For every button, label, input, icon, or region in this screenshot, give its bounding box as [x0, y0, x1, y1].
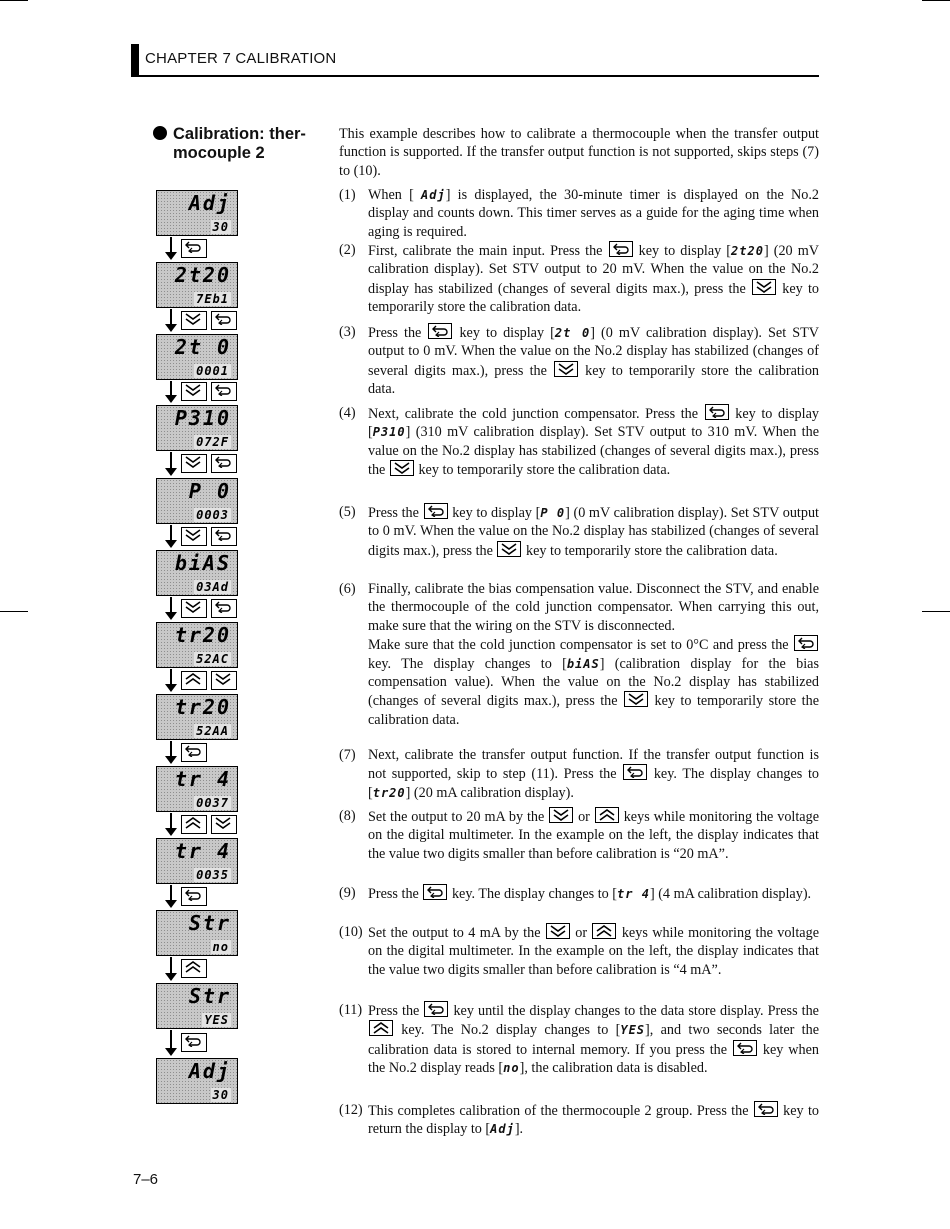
lcd-row2: 30	[212, 220, 229, 234]
mode-key-icon	[181, 743, 207, 762]
key-sequence	[180, 311, 240, 333]
mode-key-icon	[423, 884, 447, 900]
intro-paragraph: This example describes how to calibrate a thermocouple when the transfer output function is supported. If the transfer output function is not supported, skips steps (7) to (10).	[339, 126, 819, 179]
segment-text: no	[503, 1061, 520, 1076]
lcd-row2: 0037	[196, 796, 229, 810]
step-number: (12)	[339, 1102, 363, 1118]
step-item	[339, 580, 819, 729]
lcd-display	[156, 1058, 238, 1104]
segment-text: Adj	[490, 1122, 515, 1137]
flow-arrow	[164, 381, 178, 403]
key-sequence	[180, 239, 210, 261]
segment-text: biAS	[566, 656, 600, 671]
flow-arrow	[164, 1030, 178, 1056]
chapter-heading: CHAPTER 7 CALIBRATION	[145, 50, 337, 67]
lcd-row1: biAS	[174, 551, 231, 575]
mode-key-icon	[181, 1033, 207, 1052]
flow-arrow	[164, 669, 178, 692]
lcd-row1: tr 4	[174, 839, 231, 863]
step-number: (4)	[339, 405, 356, 421]
bullet-icon	[153, 126, 167, 140]
mode-key-icon	[705, 404, 729, 420]
key-sequence	[180, 671, 240, 693]
down-key-icon	[181, 527, 207, 546]
step-number: (10)	[339, 924, 363, 940]
lcd-row1: 2t 0	[174, 335, 231, 359]
step-text: First, calibrate the main input. Press the key to display [2t20] (20 mV calibration display). Set STV output to 20 mV. When the value on the No.2 display has stabilized (changes of several digits max.), press the key to temporarily store the calibration data.	[368, 243, 819, 316]
page-number: 7–6	[133, 1171, 159, 1188]
segment-text: P310	[372, 425, 406, 440]
lcd-row1: P 0	[188, 479, 231, 503]
down-key-icon	[554, 361, 578, 377]
lcd-row1: tr20	[174, 695, 231, 719]
key-sequence	[180, 454, 240, 476]
flow-arrow	[164, 957, 178, 981]
mode-key-icon	[211, 311, 237, 330]
step-number: (3)	[339, 324, 356, 340]
step-number: (5)	[339, 504, 356, 520]
lcd-row2: 7Eb1	[196, 292, 229, 306]
down-key-icon	[181, 454, 207, 473]
down-key-icon	[211, 815, 237, 834]
lcd-row2: 52AC	[196, 652, 229, 666]
lcd-row1: Str	[188, 911, 231, 935]
lcd-display	[156, 262, 238, 308]
key-sequence	[180, 887, 210, 909]
lcd-row1: Adj	[188, 1059, 231, 1083]
flow-arrow	[164, 525, 178, 548]
flow-arrow	[164, 309, 178, 332]
lcd-row2: 0003	[196, 508, 229, 522]
step-text: Set the output to 4 mA by the or keys while monitoring the voltage on the digital multimeter. In the example on the left, the display indicates that the value two digits smaller than before calibration is “4 mA”.	[368, 925, 819, 978]
step-number: (2)	[339, 242, 356, 258]
up-key-icon	[181, 671, 207, 690]
key-sequence	[180, 743, 210, 765]
step-text: Press the key to display [P 0] (0 mV calibration display). Set STV output to 0 mV. When the value on the No.2 display has stabilized (changes of several digits max.), press the key to temporarily store the calibration data.	[368, 505, 819, 559]
step-text: Press the key to display [2t 0] (0 mV calibration display). Set STV output to 0 mV. When the value on the No.2 display has stabilized (changes of several digits max.), press the key to temporarily store the calibration data.	[368, 325, 820, 398]
flow-arrow	[164, 813, 178, 836]
down-key-icon	[549, 807, 573, 823]
down-key-icon	[181, 382, 207, 401]
lcd-display	[156, 550, 238, 596]
up-key-icon	[369, 1020, 393, 1036]
mode-key-icon	[428, 323, 452, 339]
down-key-icon	[546, 923, 570, 939]
down-key-icon	[752, 279, 776, 295]
crop-mark	[0, 0, 28, 1]
chapter-rule	[131, 75, 819, 77]
step-number: (8)	[339, 808, 356, 824]
down-key-icon	[181, 311, 207, 330]
segment-text: 2t20	[731, 244, 764, 258]
lcd-row2: 03Ad	[196, 580, 229, 594]
step-text: Set the output to 20 mA by the or keys while monitoring the voltage on the digital multimeter. In the example on the left, the display indicates that the value two digits smaller than before calibration is “20 mA”.	[368, 809, 819, 862]
lcd-display	[156, 478, 238, 524]
mode-key-icon	[211, 527, 237, 546]
lcd-display	[156, 838, 238, 884]
lcd-row2: 52AA	[196, 724, 229, 738]
up-key-icon	[592, 923, 616, 939]
mode-key-icon	[794, 635, 818, 651]
lcd-row2: YES	[204, 1013, 229, 1027]
lcd-row1: P310	[174, 406, 231, 430]
down-key-icon	[624, 691, 648, 707]
segment-text: P 0	[540, 506, 566, 520]
key-sequence	[180, 959, 210, 981]
step-text: This completes calibration of the thermocouple 2 group. Press the key to return the display to [Adj].	[368, 1103, 819, 1138]
lcd-row1: tr20	[174, 623, 231, 647]
flow-arrow	[164, 452, 178, 476]
lcd-row2: 0001	[196, 364, 229, 378]
segment-text: Adj	[421, 188, 446, 202]
mode-key-icon	[733, 1040, 757, 1056]
step-number: (11)	[339, 1002, 363, 1018]
step-item	[339, 241, 819, 317]
key-sequence	[180, 1033, 210, 1055]
lcd-row2: 072F	[196, 435, 229, 449]
segment-text: tr20	[372, 785, 406, 800]
mode-key-icon	[181, 887, 207, 906]
flow-arrow	[164, 237, 178, 260]
step-item	[339, 1001, 819, 1078]
chapter-bar	[131, 44, 139, 77]
up-key-icon	[181, 815, 207, 834]
step-text: Press the key until the display changes to the data store display. Press the key. The No.2 display changes to [YES], and two seconds later the calibration data is stored to internal memory. If you press the key when the No.2 display reads [no], the calibration data is disabled.	[368, 1003, 820, 1077]
step-item	[339, 923, 819, 979]
down-key-icon	[390, 460, 414, 476]
key-sequence	[180, 599, 240, 621]
step-text: Finally, calibrate the bias compensation value. Disconnect the STV, and enable the thermocouple of the cold junction compensator. When carrying this out, make sure that the wiring on the STV is disconnected. Make sure that the cold junction compensator is set to 0°C and press the key. The display changes to [biAS] (calibration display for the bias compensation value). When the value on the No.2 display has stabilized (changes of several digits max.), press the key to temporarily store the calibration data.	[368, 581, 819, 728]
step-item	[339, 404, 819, 480]
step-number: (7)	[339, 747, 356, 763]
mode-key-icon	[211, 454, 237, 473]
lcd-row2: 0035	[196, 868, 229, 882]
mode-key-icon	[754, 1101, 778, 1117]
lcd-display	[156, 910, 238, 956]
lcd-display	[156, 983, 238, 1029]
step-number: (9)	[339, 885, 356, 901]
lcd-display	[156, 405, 238, 451]
mode-key-icon	[623, 764, 647, 780]
step-item	[339, 884, 819, 903]
segment-text: tr 4	[617, 887, 650, 901]
lcd-display	[156, 766, 238, 812]
mode-key-icon	[211, 599, 237, 618]
key-sequence	[180, 815, 240, 837]
key-sequence	[180, 382, 240, 404]
up-key-icon	[595, 807, 619, 823]
step-item	[339, 323, 819, 399]
step-item	[339, 1101, 819, 1139]
lcd-row1: 2t20	[174, 263, 231, 287]
step-number: (6)	[339, 581, 356, 597]
step-text: When [ Adj] is displayed, the 30-minute timer is displayed on the No.2 display and counts down. This timer serves as a guide for the aging time when aging is required.	[368, 187, 819, 240]
crop-mark	[922, 0, 950, 1]
step-item	[339, 186, 819, 241]
flow-arrow	[164, 741, 178, 764]
section-title: Calibration: ther- mocouple 2	[153, 125, 306, 163]
segment-text: 2t 0	[554, 326, 591, 340]
step-number: (1)	[339, 187, 356, 203]
lcd-row1: Str	[188, 984, 231, 1008]
mode-key-icon	[424, 1001, 448, 1017]
flow-arrow	[164, 597, 178, 620]
down-key-icon	[181, 599, 207, 618]
step-item	[339, 503, 819, 560]
lcd-row1: tr 4	[174, 767, 231, 791]
flow-arrow	[164, 885, 178, 908]
lcd-row2: no	[212, 940, 229, 954]
segment-text: YES	[620, 1023, 646, 1038]
crop-mark	[922, 611, 950, 612]
lcd-row2: 30	[212, 1088, 229, 1102]
mode-key-icon	[609, 241, 633, 257]
mode-key-icon	[424, 503, 448, 519]
down-key-icon	[497, 541, 521, 557]
lcd-display	[156, 694, 238, 740]
step-text: Press the key. The display changes to [tr 4] (4 mA calibration display).	[368, 886, 812, 902]
step-item	[339, 807, 819, 863]
lcd-display	[156, 622, 238, 668]
step-text: Next, calibrate the cold junction compensator. Press the key to display [P310] (310 mV calibration display). Set STV output to 310 mV. When the value on the No.2 display has stabilized (changes of several digits max.), press the key to temporarily store the calibration data.	[368, 406, 819, 479]
step-text: Next, calibrate the transfer output function. If the transfer output function is not supported, skip to step (11). Press the key. The display changes to [tr20] (20 mA calibration display).	[368, 747, 819, 801]
mode-key-icon	[181, 239, 207, 258]
up-key-icon	[181, 959, 207, 978]
crop-mark	[0, 611, 28, 612]
lcd-row1: Adj	[188, 191, 231, 215]
down-key-icon	[211, 671, 237, 690]
step-item	[339, 746, 819, 802]
mode-key-icon	[211, 382, 237, 401]
key-sequence	[180, 527, 240, 549]
lcd-display	[156, 334, 238, 380]
lcd-display	[156, 190, 238, 236]
